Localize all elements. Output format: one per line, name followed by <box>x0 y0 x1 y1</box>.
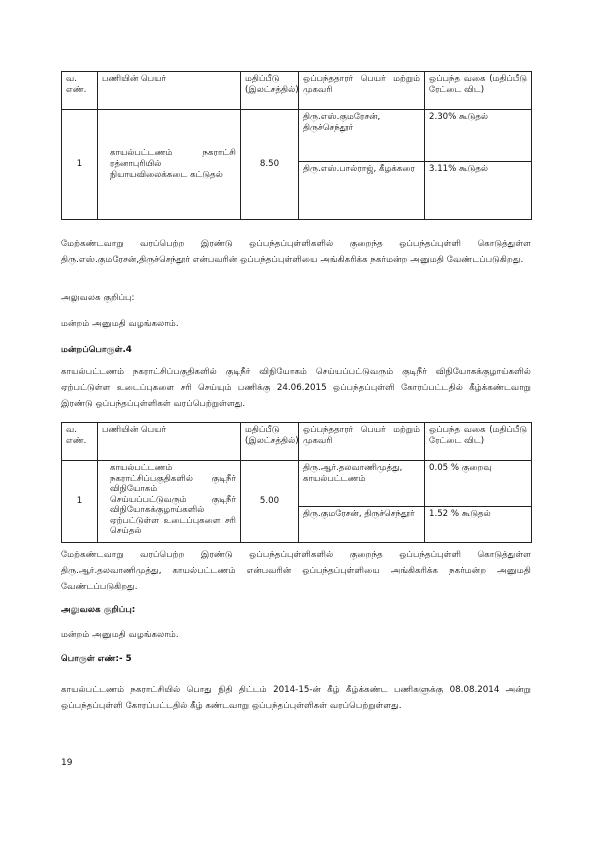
header-sno: வ. எண். <box>62 423 98 461</box>
table-header-row <box>62 72 532 110</box>
header-rate: ஒப்பந்த வகை (மதிப்பீடு ரேட்டை விட) <box>425 423 532 461</box>
subject-5-heading: பொருள் எண்:- 5 <box>61 654 132 664</box>
office-note-label-2: அலுவலக குறிப்பு: <box>61 605 136 615</box>
office-note-text-2: மன்றம் அனுமதி வழங்கலாம். <box>61 630 179 640</box>
subject-4-heading: மன்றப்பொருள்.4 <box>61 345 132 355</box>
row-estimate: 5.00 <box>241 461 299 543</box>
header-contractor: ஒப்பந்ததாரர் பெயர் மற்றும் முகவரி <box>299 423 425 461</box>
bid-contractor: திரு.எஸ்.குமரேசன், திருச்செந்தூர் <box>299 110 425 162</box>
paragraph-approval-1: மேற்கண்டவாறு வரப்பெற்ற இரண்டு ஒப்பந்தப்புள்ளிகளில் குறைந்த ஒப்பந்தப்புள்ளி கொடுத்துள்ள திரு.எஸ்.குமரேசன்,திருச்செந்தூர் என்பவரின் ஒப்பந்தப்புள்ளியை அங்கிகரிக்க நகர்மன்ற அனுமதி வேண்டப்படுகிறது. <box>61 239 531 265</box>
header-estimate: மதிப்பீடு (இலட்சத்தில்) <box>241 72 299 110</box>
paragraph-subject-5: காயல்பட்டணம் நகராட்சியில் பொது நிதி திட்டம் 2014-15-ன் கீழ் கீழ்க்கண்ட பணிகளுக்கு 08.08.2014 அன்று ஒப்பந்தப்புள்ளி கோரப்பட்டதில் கீழ் கண்டவாறு ஒப்பந்தப்புள்ளிகள் வரப்பெற்றுள்ளது. <box>61 685 531 711</box>
tender-table-2 <box>61 422 532 543</box>
paragraph-approval-2: மேற்கண்டவாறு வரப்பெற்ற இரண்டு ஒப்பந்தப்புள்ளிகளில் குறைந்த ஒப்பந்தப்புள்ளி கொடுத்துள்ள திரு.ஆர்.தலவாணிமுத்து, காயல்பட்டணம் என்பவரின் ஒப்பந்தப்புள்ளியை அங்கிகரிக்க நகர்மன்ற அனுமதி வேண்டப்படுகிறது. <box>61 550 531 592</box>
table-row <box>62 461 532 507</box>
paragraph-subject-4: காயல்பட்டணம் நகராட்சிப்பகுதிகளில் குடிநீர் விநியோகம் செய்யப்பட்டுவரும் குடிநீர் விநியோகக்குழாய்களில் ஏற்பட்டுள்ள உடைப்புகளை சரி செய்யும் பணிக்கு 24.06.2015 ஒப்பந்தப்புள்ளி கோரப்பட்டதில் கீழ்க்கண்டவாறு இரண்டு ஒப்பந்தப்புள்ளிகள் வரப்பெற்றுள்ளது. <box>61 367 531 409</box>
office-note-label-1: அலுவலக குறிப்பு: <box>61 293 135 303</box>
page-number: 19 <box>61 758 73 768</box>
header-estimate: மதிப்பீடு (இலட்சத்தில்) <box>241 423 299 461</box>
row-sno: 1 <box>62 461 98 543</box>
row-work: காயல்பட்டணம் நகராட்சிப்பகுதிகளில் குடிநீர் விநியோகம் செய்யப்பட்டுவரும் குடிநீர் விநியோகக்குழாய்களில் ஏற்பட்டுள்ள உடைப்புகளை சரி செய்தல் <box>98 461 241 543</box>
tender-table-1 <box>61 71 532 220</box>
bid-contractor: திரு.குமரேசன், திருச்செந்தூர் <box>299 507 425 543</box>
bid-rate: 2.30% கூடுதல் <box>425 110 532 162</box>
header-contractor: ஒப்பந்ததாரர் பெயர் மற்றும் முகவரி <box>299 72 425 110</box>
bid-rate: 3.11% கூடுதல் <box>425 162 532 220</box>
bid-contractor: திரு.ஆர்.தலவாணிமுத்து, காயல்பட்டணம் <box>299 461 425 507</box>
office-note-text-1: மன்றம் அனுமதி வழங்கலாம். <box>61 319 179 329</box>
header-work: பணியின் பெயர் <box>98 423 241 461</box>
header-work: பணியின் பெயர் <box>98 72 241 110</box>
header-sno: வ. எண். <box>62 72 98 110</box>
row-sno: 1 <box>62 110 98 220</box>
bid-rate: 1.52 % கூடுதல் <box>425 507 532 543</box>
bid-contractor: திரு.எஸ்.பால்ராஜ், கீழக்கரை <box>299 162 425 220</box>
bid-rate: 0.05 % குறைவு <box>425 461 532 507</box>
header-rate: ஒப்பந்த வகை (மதிப்பீடு ரேட்டை விட) <box>425 72 532 110</box>
row-estimate: 8.50 <box>241 110 299 220</box>
table-row <box>62 110 532 162</box>
row-work: காயல்பட்டணம் நகராட்சி ரத்னாபுரியில் நியாயவிலைக்கடை கட்டுதல் <box>98 110 241 220</box>
table-header-row <box>62 423 532 461</box>
